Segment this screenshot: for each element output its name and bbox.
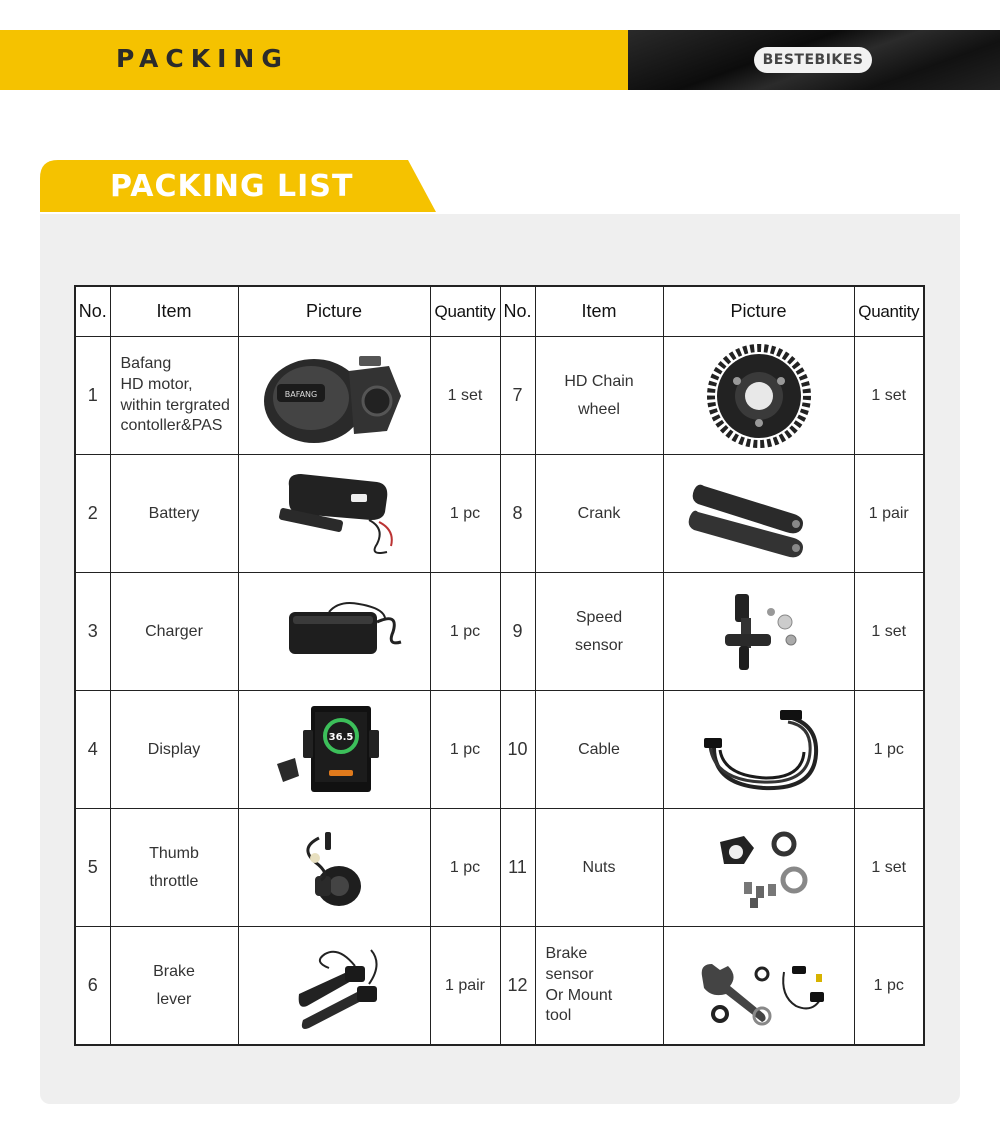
item-name: Battery — [110, 455, 238, 573]
svg-text:BAFANG: BAFANG — [284, 389, 318, 399]
col-header-no: No. — [75, 286, 110, 337]
item-name: Crank — [535, 455, 663, 573]
item-number: 1 — [75, 337, 110, 455]
item-name: HD Chain wheel — [535, 337, 663, 455]
item-quantity: 1 set — [854, 337, 924, 455]
item-picture — [663, 573, 854, 691]
nuts-icon — [684, 818, 834, 918]
item-quantity: 1 pair — [430, 927, 500, 1046]
item-quantity: 1 pc — [430, 455, 500, 573]
item-quantity: 1 pc — [854, 927, 924, 1046]
chainwheel-icon — [704, 341, 814, 451]
col-header-item-2: Item — [535, 286, 663, 337]
section-title: PACKING LIST — [110, 169, 354, 204]
item-number: 4 — [75, 691, 110, 809]
item-name: Brake lever — [110, 927, 238, 1046]
item-number: 2 — [75, 455, 110, 573]
item-name: Brake sensor Or Mount tool — [535, 927, 663, 1046]
display-speed-text: 36.5 — [328, 731, 354, 743]
item-number: 11 — [500, 809, 535, 927]
item-name: Cable — [535, 691, 663, 809]
item-picture — [663, 455, 854, 573]
item-name: Nuts — [535, 809, 663, 927]
item-number: 10 — [500, 691, 535, 809]
item-number: 3 — [75, 573, 110, 691]
col-header-quantity-2: Quantity — [854, 286, 924, 337]
table-header-row — [75, 286, 924, 337]
header-yellow-strip — [0, 30, 628, 90]
item-picture — [238, 691, 430, 809]
item-picture — [238, 927, 430, 1046]
item-picture — [238, 337, 430, 455]
crank-icon — [684, 464, 834, 564]
item-name: Bafang HD motor, within tergrated contoller&PAS — [110, 337, 238, 455]
col-header-no-2: No. — [500, 286, 535, 337]
display-icon — [259, 700, 409, 800]
speed-sensor-icon — [699, 582, 819, 682]
col-header-picture: Picture — [238, 286, 430, 337]
table-row — [75, 927, 924, 1046]
packing-table — [74, 285, 925, 1046]
item-quantity: 1 set — [854, 809, 924, 927]
item-number: 6 — [75, 927, 110, 1046]
item-name: Charger — [110, 573, 238, 691]
section-tab — [40, 160, 436, 212]
item-quantity: 1 pc — [430, 809, 500, 927]
item-picture — [663, 927, 854, 1046]
brand-logo: BESTEBIKES — [754, 47, 872, 73]
item-picture — [663, 691, 854, 809]
header-band — [0, 30, 1000, 90]
header-title: PACKING — [116, 44, 289, 73]
table-row — [75, 455, 924, 573]
item-picture — [663, 337, 854, 455]
item-number: 8 — [500, 455, 535, 573]
col-header-item: Item — [110, 286, 238, 337]
item-picture — [238, 573, 430, 691]
table-row — [75, 809, 924, 927]
item-number: 7 — [500, 337, 535, 455]
item-quantity: 1 set — [430, 337, 500, 455]
table-row — [75, 573, 924, 691]
cable-icon — [684, 700, 834, 800]
table-row — [75, 337, 924, 455]
item-number: 9 — [500, 573, 535, 691]
brake-lever-icon — [259, 936, 409, 1036]
table-row — [75, 691, 924, 809]
thumb-throttle-icon — [259, 818, 409, 918]
item-quantity: 1 pc — [430, 573, 500, 691]
item-picture — [238, 809, 430, 927]
item-name: Speed sensor — [535, 573, 663, 691]
item-quantity: 1 pair — [854, 455, 924, 573]
item-picture — [238, 455, 430, 573]
brake-sensor-tool-icon — [684, 936, 834, 1036]
item-quantity: 1 pc — [430, 691, 500, 809]
item-name: Thumb throttle — [110, 809, 238, 927]
item-quantity: 1 set — [854, 573, 924, 691]
col-header-picture-2: Picture — [663, 286, 854, 337]
item-picture — [663, 809, 854, 927]
col-header-quantity: Quantity — [430, 286, 500, 337]
item-quantity: 1 pc — [854, 691, 924, 809]
item-number: 5 — [75, 809, 110, 927]
item-number: 12 — [500, 927, 535, 1046]
motor-icon — [259, 346, 409, 446]
charger-icon — [259, 582, 409, 682]
battery-icon — [259, 464, 409, 564]
item-name: Display — [110, 691, 238, 809]
